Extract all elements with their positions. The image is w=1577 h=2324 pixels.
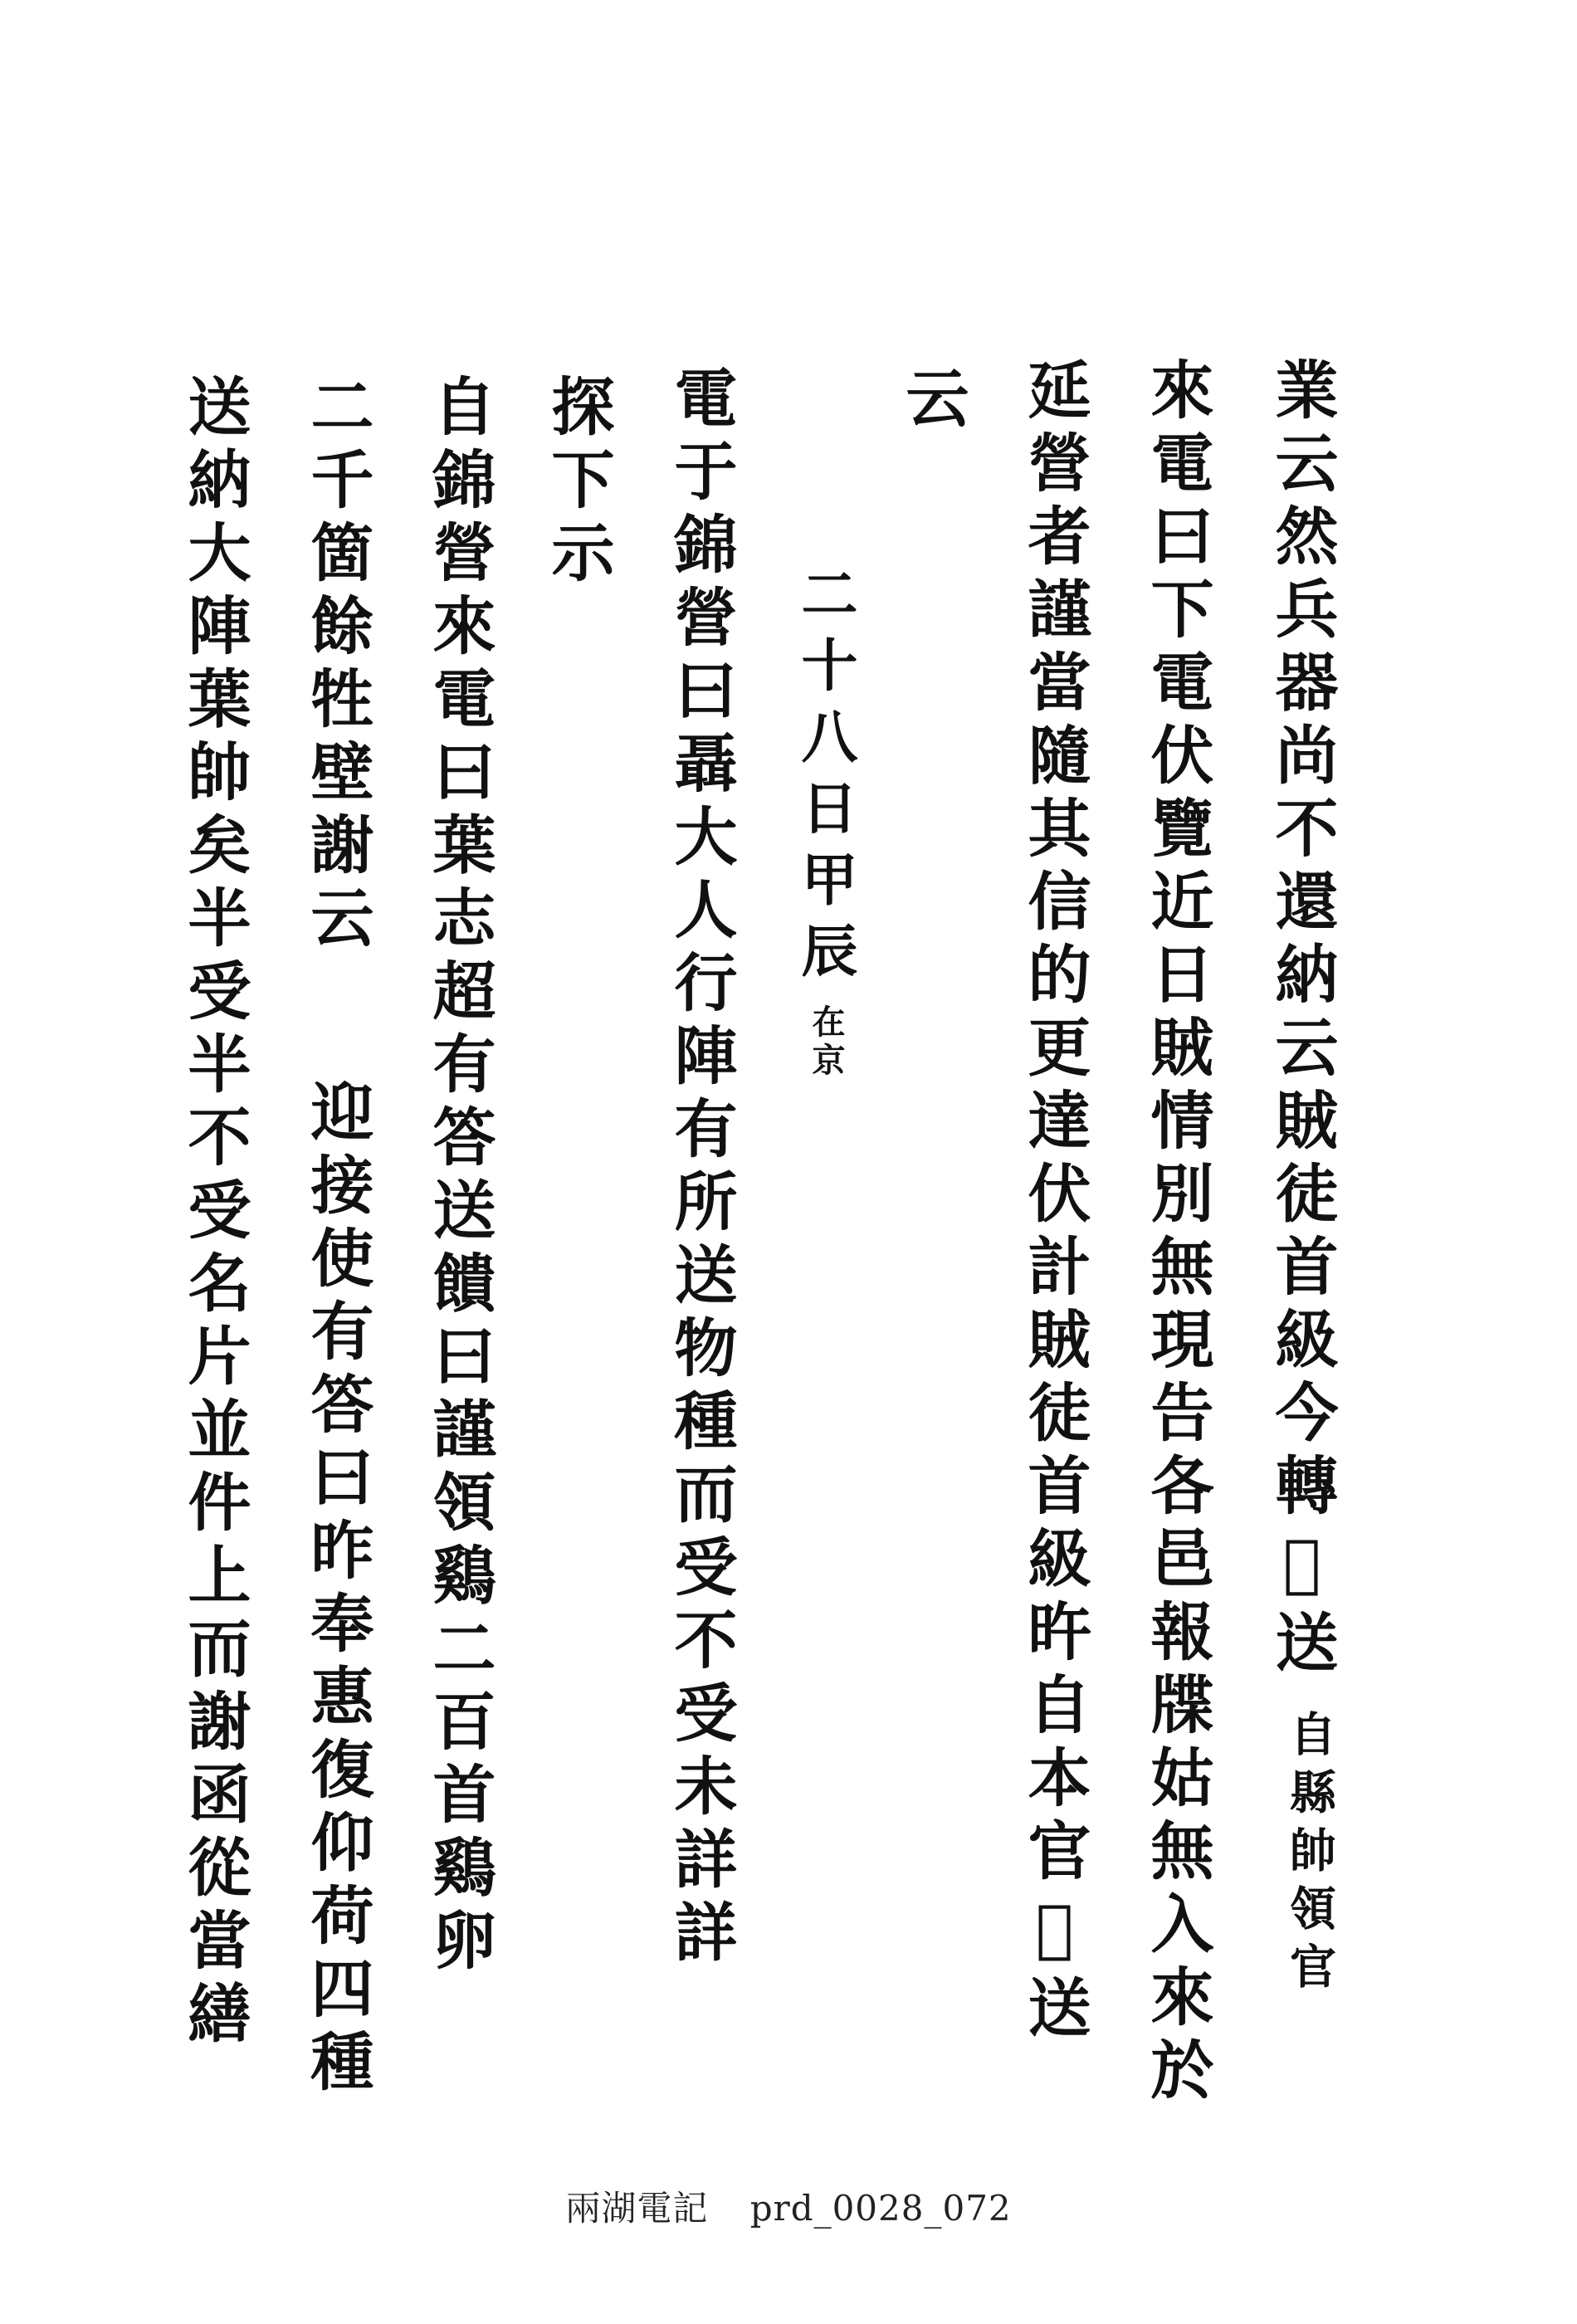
text-column-2: 來電曰下電伏覽近日賊情別無現告各邑報牒姑無入來於 [1140,357,1214,2110]
location-note: 在京 [807,1004,846,1081]
text-column-6: 探下示 [541,374,615,593]
text-column-4: 云 [896,365,969,438]
text-column-8: 二千箇餘牲壁謝云 [300,374,374,958]
annotation-note-1: 自縣帥領官 [1282,1710,1337,2000]
text-column-10: 送納大陣葉帥矣半受半不受名片並件上而謝函從當繕 [178,374,251,2053]
text-column-7: 自錦營來電曰葉志超有答送饋曰謹領鷄二百首鷄卵 [422,374,496,1980]
footer-title: 兩湖電記 [565,2188,709,2229]
text-column-1: 業云然兵器尚不還納云賊徒首級今轉𢩯送 [1265,357,1339,1682]
footer-page-id: prd_0028_072 [749,2188,1012,2229]
text-column-9: 迎接使有答曰昨奉惠復仰荷四種 [300,1079,374,2102]
text-column-3: 延營者謹當隨其信的更達伏計賊徒首級旿自本官𢩯送 [1018,357,1091,2048]
page-footer [0,2181,1577,2231]
date-heading: 二十八日甲辰 [792,564,858,993]
text-column-5: 電于錦營曰聶大人行陣有所送物種而受不受未詳詳 [664,365,738,1972]
